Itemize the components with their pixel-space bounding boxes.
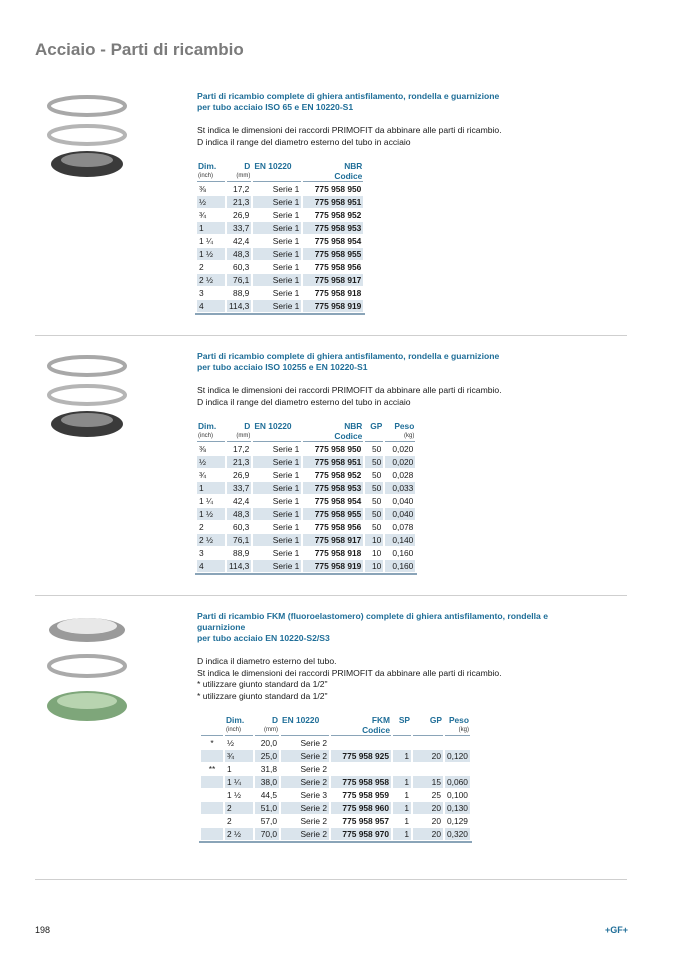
table-cell: Serie 1 xyxy=(272,262,300,272)
table-cell: 0,100 xyxy=(447,790,468,800)
column-label: FKM xyxy=(371,715,390,725)
table-cell: 1 ¼ xyxy=(199,496,213,506)
table-cell: 1 xyxy=(393,776,411,788)
article-code: 775 958 970 xyxy=(331,828,391,840)
table-row xyxy=(197,300,363,312)
table-cell: 10 xyxy=(365,534,383,546)
table-cell: 48,3 xyxy=(227,508,251,520)
table-cell: 3 xyxy=(199,288,204,298)
column-label: D xyxy=(244,161,251,171)
column-header xyxy=(201,715,223,736)
table-cell xyxy=(201,750,223,762)
column-label: Dim. xyxy=(226,715,245,725)
table-cell: 20 xyxy=(413,828,443,840)
table-cell: 25,0 xyxy=(255,750,279,762)
table-row xyxy=(197,443,415,455)
column-unit: (mm) xyxy=(236,173,251,179)
article-code: 775 958 953 xyxy=(303,222,363,234)
table-row xyxy=(201,737,470,749)
spare-parts-image-2 xyxy=(35,352,145,447)
table-cell: Serie 2 xyxy=(281,750,329,762)
table-cell: 1 ½ xyxy=(197,508,225,520)
column-unit: Codice xyxy=(334,431,363,441)
table-cell: 57,0 xyxy=(260,816,277,826)
article-code: 775 958 919 xyxy=(303,560,363,572)
table-cell: 0,160 xyxy=(385,560,415,572)
table-cell: 114,3 xyxy=(229,561,250,571)
table-cell: Serie 1 xyxy=(272,288,300,298)
article-code xyxy=(331,763,391,775)
column-unit-spacer xyxy=(394,725,410,735)
article-code: 775 958 954 xyxy=(314,236,362,246)
table-cell xyxy=(201,802,223,814)
article-code: 775 958 925 xyxy=(331,750,391,762)
article-code: 775 958 952 xyxy=(314,210,362,220)
column-header xyxy=(445,715,470,736)
table-cell: Serie 1 xyxy=(253,222,301,234)
column-unit: (mm) xyxy=(236,433,251,439)
table-cell: Serie 1 xyxy=(253,508,301,520)
column-label: NBR xyxy=(344,421,363,431)
heading-line: per tubo acciaio EN 10220-S2/S3 xyxy=(197,633,330,643)
article-code: 775 958 918 xyxy=(314,548,362,558)
article-code: 775 958 917 xyxy=(303,534,363,546)
gf-logo: +GF+ xyxy=(604,925,628,935)
table-cell: Serie 1 xyxy=(272,444,300,454)
table-cell: 1 ¼ xyxy=(225,776,253,788)
table-cell: ⅜ xyxy=(199,184,206,194)
table-cell: 50 xyxy=(372,496,382,506)
section-heading xyxy=(197,611,548,644)
article-code: 775 958 953 xyxy=(303,482,363,494)
table-cell: 0,078 xyxy=(392,522,414,532)
table-cell: Serie 1 xyxy=(272,184,300,194)
table-cell: 60,3 xyxy=(233,262,250,272)
table-cell: 88,9 xyxy=(233,288,250,298)
table-cell: ¾ xyxy=(199,210,206,220)
table-row xyxy=(197,469,415,481)
table-cell: 1 ½ xyxy=(197,248,225,260)
table-cell: 0,320 xyxy=(447,829,468,839)
table-cell: 0,040 xyxy=(385,508,415,520)
table-cell xyxy=(393,763,411,775)
table-cell: 0,020 xyxy=(385,456,415,468)
column-unit: Codice xyxy=(334,171,363,181)
article-code: 775 958 919 xyxy=(303,300,363,312)
column-header xyxy=(225,715,253,736)
table-cell: 50 xyxy=(372,470,382,480)
column-unit: (inch) xyxy=(226,727,242,733)
table-cell: 0,020 xyxy=(392,444,414,454)
column-unit-spacer xyxy=(254,171,300,181)
table-cell: 1 xyxy=(197,222,225,234)
section-description xyxy=(197,656,548,702)
description-line: D indica il diametro esterno del tubo. xyxy=(197,656,337,666)
article-code: 775 958 951 xyxy=(303,456,363,468)
column-unit: (mm) xyxy=(264,727,278,733)
table-cell xyxy=(413,737,443,749)
table-cell: ½ xyxy=(197,196,225,208)
column-label: EN 10220 xyxy=(254,421,292,431)
table-cell: ½ xyxy=(227,738,234,748)
column-header xyxy=(253,421,301,442)
column-label: D xyxy=(244,421,251,431)
table-cell: 2 ½ xyxy=(225,828,253,840)
column-label: GP xyxy=(370,421,383,431)
article-code: 775 958 955 xyxy=(303,508,363,520)
section-description xyxy=(197,125,502,148)
column-header xyxy=(393,715,411,736)
column-label: D xyxy=(271,715,278,725)
table-cell: 50 xyxy=(365,508,383,520)
table-cell: 21,3 xyxy=(227,456,251,468)
table-row xyxy=(197,508,415,520)
column-label: NBR xyxy=(344,161,363,171)
section-description xyxy=(197,385,502,408)
column-header xyxy=(303,161,363,182)
table-row xyxy=(197,547,415,559)
heading-line: per tubo acciaio ISO 10255 e EN 10220-S1 xyxy=(197,362,368,372)
table-cell: 17,2 xyxy=(233,444,250,454)
description-line: St indica le dimensioni dei raccordi PRIMOFIT da abbinare alle parti di ricambio. xyxy=(197,667,502,678)
section-fkm xyxy=(197,611,548,843)
heading-line: Parti di ricambio FKM (fluoroelastomero) complete di ghiera antisfilamento, rondella e xyxy=(197,611,548,621)
table-cell: 17,2 xyxy=(233,184,250,194)
table-cell: 51,0 xyxy=(255,802,279,814)
table-cell: 48,3 xyxy=(227,248,251,260)
table-cell: 0,120 xyxy=(447,751,468,761)
table-cell: 20 xyxy=(431,816,441,826)
column-header xyxy=(303,421,363,442)
table-cell: 1 xyxy=(393,802,411,814)
table-cell: 50 xyxy=(372,444,382,454)
table-cell: Serie 2 xyxy=(300,738,327,748)
table-cell: 20 xyxy=(413,802,443,814)
table-cell: Serie 2 xyxy=(281,802,329,814)
table-cell: 4 xyxy=(197,300,225,312)
table-cell: Serie 1 xyxy=(272,210,300,220)
column-label: GP xyxy=(429,715,442,725)
table-row xyxy=(197,209,363,221)
table-cell: Serie 1 xyxy=(253,482,301,494)
article-code: 775 958 958 xyxy=(331,776,391,788)
table-row xyxy=(201,828,470,840)
table-cell: 1 xyxy=(393,828,411,840)
table-cell: 21,3 xyxy=(227,196,251,208)
description-line: St indica le dimensioni dei raccordi PRIMOFIT da abbinare alle parti di ricambio. xyxy=(197,385,502,395)
table-cell: 50 xyxy=(365,482,383,494)
table-cell: 70,0 xyxy=(255,828,279,840)
description-line: * utilizzare giunto standard da 1/2" xyxy=(197,679,328,689)
table-cell: Serie 1 xyxy=(253,560,301,572)
section-iso65 xyxy=(197,91,502,315)
table-row xyxy=(197,495,415,507)
column-label: Peso xyxy=(394,421,415,431)
column-header xyxy=(331,715,391,736)
table-cell: 1 xyxy=(227,764,232,774)
table-row xyxy=(201,750,470,762)
table-row xyxy=(197,560,415,572)
parts-table xyxy=(199,714,472,843)
article-code: 775 958 956 xyxy=(314,522,362,532)
table-cell xyxy=(201,815,223,827)
table-cell: 20 xyxy=(413,750,443,762)
table-row xyxy=(197,274,363,286)
description-line: * utilizzare giunto standard da 1/2" xyxy=(197,690,328,701)
table-cell: 15 xyxy=(413,776,443,788)
section-heading xyxy=(197,91,502,113)
table-cell xyxy=(445,737,470,749)
table-cell: 0,040 xyxy=(392,496,414,506)
table-row xyxy=(201,763,470,775)
table-cell: Serie 1 xyxy=(253,456,301,468)
column-header xyxy=(197,421,225,442)
table-cell: 1 xyxy=(404,790,409,800)
table-cell: 4 xyxy=(197,560,225,572)
column-unit-spacer xyxy=(414,725,442,735)
table-cell: ½ xyxy=(197,456,225,468)
column-label: Peso xyxy=(448,715,469,725)
article-code: 775 958 918 xyxy=(314,288,362,298)
table-row xyxy=(201,815,470,827)
table-cell: * xyxy=(210,738,214,748)
table-cell: 44,5 xyxy=(260,790,277,800)
table-row xyxy=(197,235,363,247)
page-title: Acciaio - Parti di ricambio xyxy=(35,40,244,59)
article-code: 775 958 959 xyxy=(342,790,389,800)
table-cell: 0,160 xyxy=(392,548,414,558)
column-label: EN 10220 xyxy=(254,161,292,171)
table-cell: 3 xyxy=(199,548,204,558)
column-unit: (inch) xyxy=(198,173,214,179)
section-heading xyxy=(197,351,502,373)
column-unit: (kg) xyxy=(404,433,415,439)
column-unit-spacer xyxy=(254,431,300,441)
table-cell: 60,3 xyxy=(233,522,250,532)
table-cell: Serie 2 xyxy=(300,816,327,826)
table-cell: Serie 1 xyxy=(253,248,301,260)
table-row xyxy=(201,789,470,801)
table-cell: 0,140 xyxy=(385,534,415,546)
article-code: 775 958 957 xyxy=(342,816,389,826)
table-cell: 1 xyxy=(404,816,409,826)
table-cell xyxy=(393,737,411,749)
article-code: 775 958 955 xyxy=(303,248,363,260)
column-header xyxy=(281,715,329,736)
table-row xyxy=(197,534,415,546)
table-cell: Serie 2 xyxy=(281,828,329,840)
table-cell: Serie 1 xyxy=(253,274,301,286)
table-cell: 1 xyxy=(393,750,411,762)
spare-parts-image-1 xyxy=(35,92,145,187)
table-cell: Serie 3 xyxy=(300,790,327,800)
table-cell: 38,0 xyxy=(255,776,279,788)
column-unit-spacer xyxy=(282,725,328,735)
table-cell xyxy=(201,789,223,801)
table-cell: 10 xyxy=(372,548,382,558)
article-code xyxy=(331,737,391,749)
column-label: Dim. xyxy=(198,421,217,431)
table-cell: 26,9 xyxy=(233,210,250,220)
description-line: St indica le dimensioni dei raccordi PRIMOFIT da abbinare alle parti di ricambio. xyxy=(197,125,502,135)
table-cell: ¾ xyxy=(225,750,253,762)
table-cell: 76,1 xyxy=(227,534,251,546)
column-header xyxy=(413,715,443,736)
table-cell: 1 ½ xyxy=(227,790,241,800)
article-code: 775 958 917 xyxy=(303,274,363,286)
description-line: D indica il range del diametro esterno del tubo in acciaio xyxy=(197,396,411,407)
divider xyxy=(35,335,627,336)
column-unit: (inch) xyxy=(198,433,214,439)
table-cell: 2 xyxy=(199,522,204,532)
table-cell: 33,7 xyxy=(227,482,251,494)
table-cell: 2 xyxy=(225,802,253,814)
section-iso10255 xyxy=(197,351,502,575)
description-line: D indica il range del diametro esterno del tubo in acciaio xyxy=(197,136,411,147)
table-cell: 114,3 xyxy=(229,301,250,311)
table-cell: 31,8 xyxy=(260,764,277,774)
column-header xyxy=(197,161,225,182)
table-cell: 0,033 xyxy=(385,482,415,494)
article-code: 775 958 950 xyxy=(314,184,362,194)
table-cell: ** xyxy=(208,764,216,774)
table-row xyxy=(197,521,415,533)
table-cell: 0,129 xyxy=(447,816,468,826)
divider xyxy=(35,879,627,880)
table-row xyxy=(197,482,415,494)
page-number: 198 xyxy=(35,925,51,935)
column-unit: Codice xyxy=(362,725,390,735)
table-cell: Serie 1 xyxy=(253,196,301,208)
column-header xyxy=(253,161,301,182)
column-header xyxy=(227,421,251,442)
table-cell: 2 xyxy=(227,816,232,826)
heading-line: guarnizione xyxy=(197,622,246,632)
column-label: EN 10220 xyxy=(282,715,320,725)
table-cell: Serie 1 xyxy=(272,236,300,246)
divider xyxy=(35,595,627,596)
column-unit-spacer xyxy=(366,431,382,441)
column-unit: (kg) xyxy=(458,727,469,733)
table-cell: 1 xyxy=(197,482,225,494)
article-code: 775 958 952 xyxy=(314,470,362,480)
table-cell: 2 ½ xyxy=(197,534,225,546)
table-cell: 42,4 xyxy=(233,496,250,506)
table-row xyxy=(197,196,363,208)
table-cell: 0,130 xyxy=(447,803,468,813)
heading-line: Parti di ricambio complete di ghiera antisfilamento, rondella e guarnizione xyxy=(197,91,500,101)
table-cell: 50 xyxy=(372,522,382,532)
column-header xyxy=(365,421,383,442)
table-cell: Serie 1 xyxy=(272,522,300,532)
table-cell: 88,9 xyxy=(233,548,250,558)
table-cell: 1 ¼ xyxy=(199,236,213,246)
table-cell: 76,1 xyxy=(227,274,251,286)
table-row xyxy=(201,776,470,788)
table-row xyxy=(197,183,363,195)
column-label: SP xyxy=(398,715,410,725)
table-cell: 25 xyxy=(431,790,441,800)
table-row xyxy=(197,248,363,260)
table-row xyxy=(197,222,363,234)
table-cell: Serie 2 xyxy=(281,776,329,788)
article-code: 775 958 960 xyxy=(331,802,391,814)
table-cell: Serie 1 xyxy=(272,470,300,480)
table-cell: 0,060 xyxy=(447,777,468,787)
article-code: 775 958 954 xyxy=(314,496,362,506)
table-cell: 20,0 xyxy=(260,738,277,748)
table-cell xyxy=(201,776,223,788)
table-cell: Serie 1 xyxy=(272,548,300,558)
table-cell xyxy=(201,828,223,840)
column-header xyxy=(255,715,279,736)
table-cell: 42,4 xyxy=(233,236,250,246)
table-cell: Serie 1 xyxy=(253,300,301,312)
table-cell xyxy=(445,763,470,775)
table-cell: 33,7 xyxy=(227,222,251,234)
spare-parts-image-3 xyxy=(35,608,145,733)
table-row xyxy=(197,287,363,299)
column-label: Dim. xyxy=(198,161,217,171)
table-cell: 50 xyxy=(365,456,383,468)
parts-table xyxy=(195,420,417,575)
table-cell: 26,9 xyxy=(233,470,250,480)
table-cell: ⅜ xyxy=(199,444,206,454)
article-code: 775 958 956 xyxy=(314,262,362,272)
table-cell: 10 xyxy=(365,560,383,572)
table-row xyxy=(197,456,415,468)
table-cell xyxy=(413,763,443,775)
table-row xyxy=(201,802,470,814)
heading-line: Parti di ricambio complete di ghiera antisfilamento, rondella e guarnizione xyxy=(197,351,500,361)
table-cell: 2 xyxy=(199,262,204,272)
table-cell: Serie 2 xyxy=(300,764,327,774)
article-code: 775 958 950 xyxy=(314,444,362,454)
table-cell: ¾ xyxy=(199,470,206,480)
table-cell: 2 ½ xyxy=(197,274,225,286)
parts-table xyxy=(195,160,365,315)
table-cell: Serie 1 xyxy=(272,496,300,506)
heading-line: per tubo acciaio ISO 65 e EN 10220-S1 xyxy=(197,102,354,112)
table-cell: 0,028 xyxy=(392,470,414,480)
table-row xyxy=(197,261,363,273)
table-cell: Serie 1 xyxy=(253,534,301,546)
column-header xyxy=(227,161,251,182)
article-code: 775 958 951 xyxy=(303,196,363,208)
column-header xyxy=(385,421,415,442)
